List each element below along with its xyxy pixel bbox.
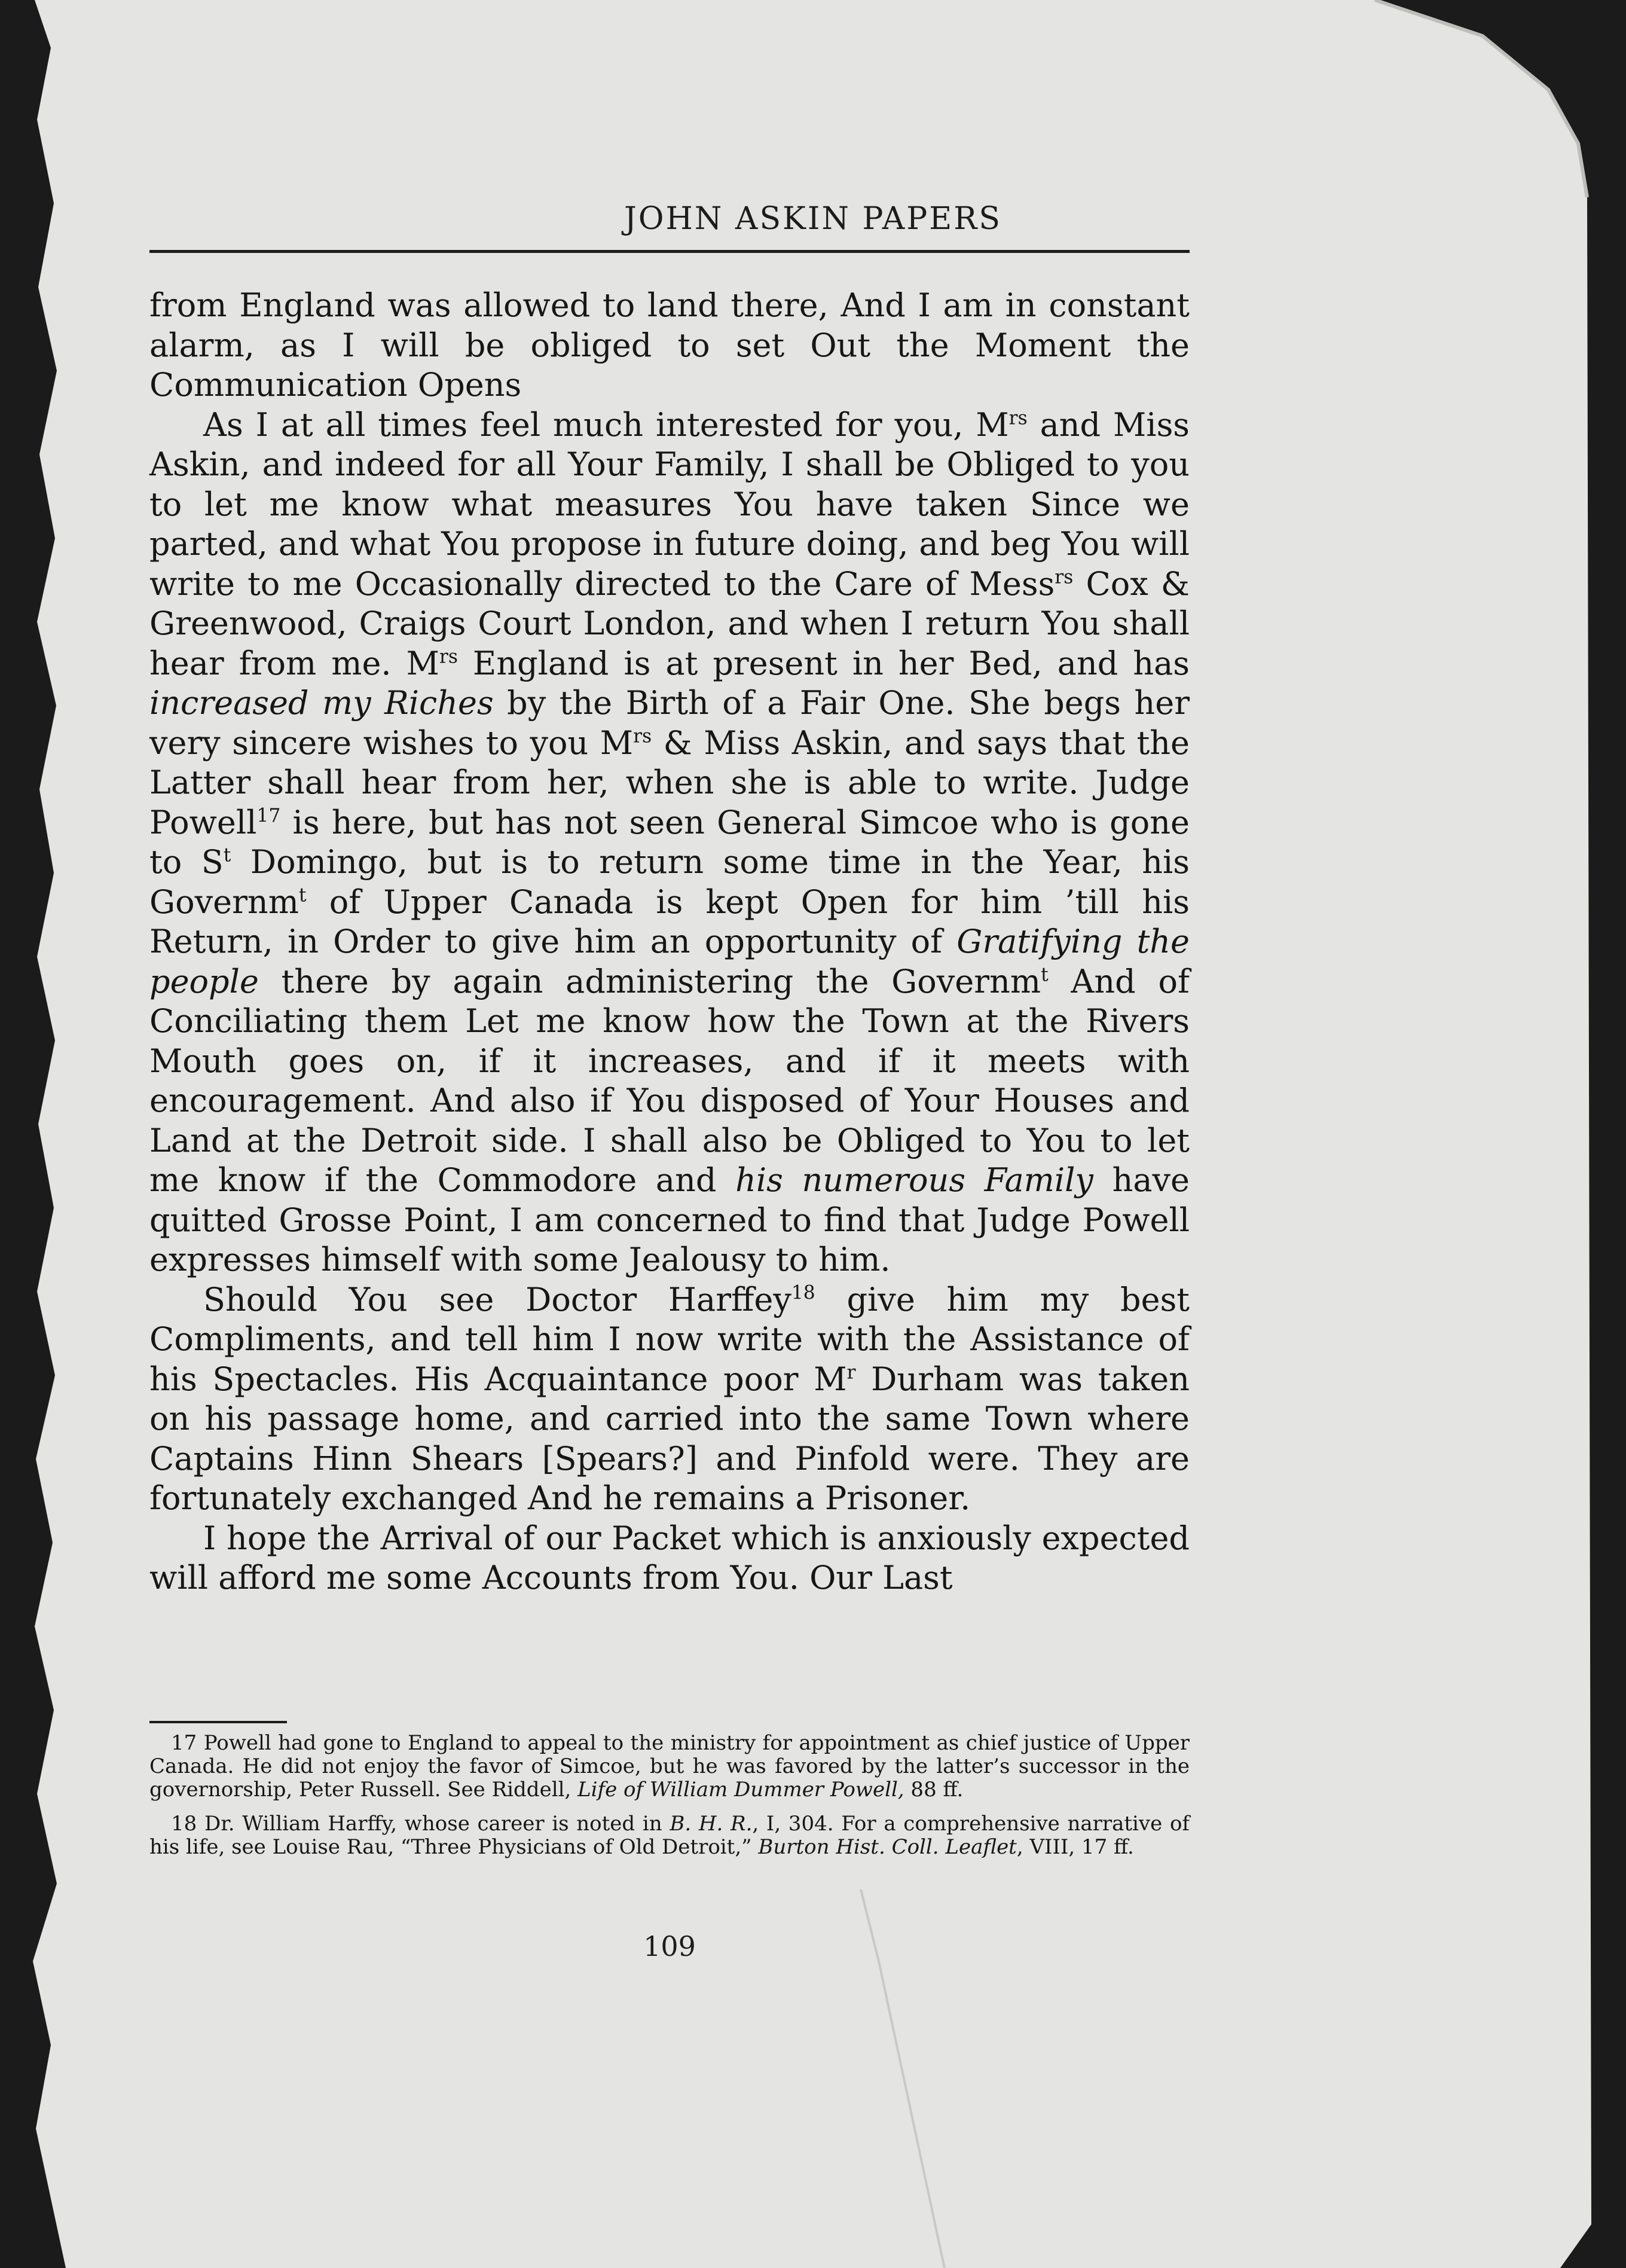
superscript-abbrev: rs xyxy=(633,725,652,747)
text-run: 17 Powell had gone to England to appeal to the ministry for appointment as chief justice of Upper Canada. He did not enjoy the favor of Simcoe, but he was favored by the latter’s successor in the governorship, Peter Russell. See Riddell, xyxy=(149,1731,1190,1802)
text-run: Cox & Greenwood, Craigs Court London, and when I return You shall hear from me. M xyxy=(149,564,1190,682)
text-run: , I, 304. For a comprehensive narrative of his life, see Louise Rau, “Three Physicians of Old Detroit,” xyxy=(149,1812,1190,1859)
text-run: , VIII, 17 ff. xyxy=(1016,1835,1134,1859)
text-run: of Upper Canada is kept Open for him ’till his Return, in Order to give him an opportunity of xyxy=(149,883,1190,960)
text-run: and Miss Askin, and indeed for all Your Family, I shall be Obliged to you to let me know what measures You have taken Since we parted, and what You propose in future doing, and beg You will write to me Occasionally directed to the Care of Mess xyxy=(149,405,1190,603)
italic-phrase: his numerous Family xyxy=(735,1161,1093,1199)
footnote-17 xyxy=(149,1732,1190,1802)
text-run: Durham was taken on his passage home, and carried into the same Town where Captains Hinn Shears [Spears?] and Pinfold were. They are fortunately exchanged And he remains a Prisoner. xyxy=(149,1360,1190,1517)
paragraph-4 xyxy=(149,1519,1190,1598)
text-run: there by again administering the Governm xyxy=(258,962,1041,1000)
header-rule xyxy=(149,250,1190,253)
text-run: & Miss Askin, and says that the Latter shall hear from her, when she is able to write. Judge Powell xyxy=(149,724,1190,841)
paragraph-2 xyxy=(149,405,1190,1280)
italic-title: B. H. R. xyxy=(670,1812,753,1836)
text-run: have quitted Grosse Point, I am concerned to find that Judge Powell expresses himself with some Jealousy to him. xyxy=(149,1161,1190,1278)
text-run: England is at present in her Bed, and has xyxy=(457,644,1190,682)
italic-phrase: increased my Riches xyxy=(149,684,494,722)
paragraph-3 xyxy=(149,1280,1190,1519)
page-number: 109 xyxy=(643,1930,696,1962)
text-run: Domingo, but is to return some time in the Year, his Governm xyxy=(149,843,1190,921)
footnote-18 xyxy=(149,1812,1190,1859)
footnote-rule xyxy=(149,1721,287,1723)
footnote-ref-17[interactable]: 17 xyxy=(256,805,281,827)
superscript-abbrev: t xyxy=(223,844,231,866)
italic-phrase: Gratifying the people xyxy=(149,923,1190,1000)
text-run: I hope the Arrival of our Packet which is anxiously expected will afford me some Accounts from You. Our Last xyxy=(149,1519,1190,1597)
text-run: 88 ff. xyxy=(904,1778,964,1802)
superscript-abbrev: rs xyxy=(1055,566,1074,588)
text-run: from England was allowed to land there, And I am in constant alarm, as I will be obliged to set Out the Moment the Communication Opens xyxy=(149,286,1190,404)
italic-title: Life of William Dummer Powell, xyxy=(577,1778,904,1802)
text-run: As I at all times feel much interested for you, M xyxy=(203,405,1009,444)
text-run: is here, but has not seen General Simcoe who is gone to S xyxy=(149,803,1190,881)
text-run: give him my best Compliments, and tell him I now write with the Assistance of his Spectacles. His Acquaintance poor M xyxy=(149,1280,1190,1398)
footnotes xyxy=(149,1732,1190,1870)
footnote-ref-18[interactable]: 18 xyxy=(791,1282,815,1304)
text-run: And of Conciliating them Let me know how the Town at the Rivers Mouth goes on, if it increases, and if it meets with encouragement. And also if You disposed of Your Houses and Land at the Detroit side. I shall also be Obliged to You to let me know if the Commodore and xyxy=(149,962,1190,1199)
superscript-abbrev: rs xyxy=(1008,407,1028,429)
italic-title: Burton Hist. Coll. Leaflet xyxy=(758,1835,1017,1859)
text-run: by the Birth of a Fair One. She begs her very sincere wishes to you M xyxy=(149,684,1190,762)
paragraph-1 xyxy=(149,286,1190,405)
superscript-abbrev: rs xyxy=(439,646,458,668)
running-head: JOHN ASKIN PAPERS xyxy=(624,201,1002,237)
body-text xyxy=(149,286,1190,1598)
text-run: 18 Dr. William Harffy, whose career is noted in xyxy=(171,1812,670,1836)
superscript-abbrev: t xyxy=(298,884,307,906)
superscript-abbrev: r xyxy=(846,1362,856,1384)
text-run: Should You see Doctor Harffey xyxy=(203,1280,791,1318)
superscript-abbrev: t xyxy=(1041,964,1049,986)
